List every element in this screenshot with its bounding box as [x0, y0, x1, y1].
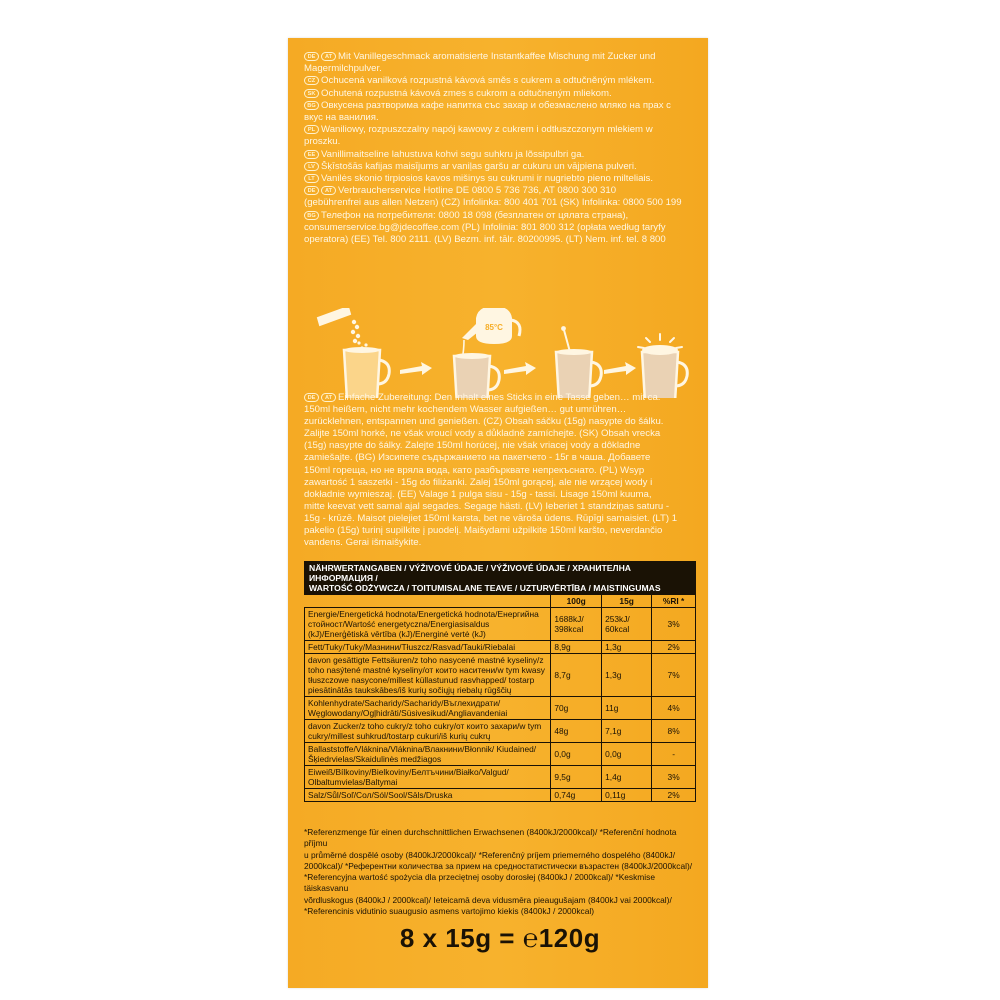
description-line [304, 222, 696, 234]
value-100g: 1688kJ/ 398kcal [551, 608, 602, 641]
nutrition-table [304, 561, 696, 802]
value-ri: 8% [652, 720, 696, 743]
arrow-icon [504, 362, 536, 375]
kettle-icon [462, 308, 520, 360]
nutrition-header-row: 100g 15g %RI * [305, 595, 696, 608]
description-text: Magermilchpulver. [304, 63, 382, 75]
description-text: Waniliowy, rozpuszczalny napój kawowy z cukrem i odtłuszczonym mlekiem w [321, 124, 653, 136]
arrow-icon [604, 362, 636, 375]
description-line [304, 197, 696, 209]
country-flag-icon: LV [304, 162, 319, 171]
footnote-line: *Referencyjna wartość spożycia dla przeciętnej osoby dorosłej (8400kJ / 2000kcal)/ *Keskmise täiskasvanu [304, 872, 655, 894]
value-15g: 0,0g [602, 743, 652, 766]
country-flag-icon: EE [304, 150, 319, 159]
description-line [304, 100, 696, 112]
preparation-line [304, 537, 696, 549]
preparation-text: Einfache Zubereitung: Den Inhalt eines Sticks in eine Tasse geben… mit ca. [338, 392, 661, 403]
nutrient-label: davon Zucker/z toho cukry/z toho cukry/от които захари/w tym cukry/millest suhkrud/tostarp cukuri/iš kurių cukrų [305, 720, 551, 743]
value-ri: 3% [652, 766, 696, 789]
description-line [304, 88, 696, 100]
country-flag-icon: LT [304, 174, 319, 183]
preparation-line [304, 404, 696, 416]
description-line [304, 149, 696, 161]
value-ri: 4% [652, 697, 696, 720]
description-text: consumerservice.bg@jdecoffee.com (PL) Infolinia: 801 800 312 (opłata według taryfy [304, 221, 666, 233]
value-15g: 253kJ/ 60kcal [602, 608, 652, 641]
cup-empty-icon [344, 341, 389, 398]
footnote-line: *Referencinis vidutinio suaugusio asmens vartojimo kiekis (8400kJ / 2000kcal) [304, 906, 595, 917]
footnote-line: *Referenzmenge für einen durchschnittlichen Erwachsenen (8400kJ/2000kcal)/ *Referenční hodnota příjmu [304, 827, 677, 849]
preparation-line [304, 440, 696, 452]
preparation-line [304, 525, 696, 537]
description-text: Ochutená rozpustná kávová zmes s cukrom a odtučneným mliekom. [321, 87, 612, 99]
footnotes [304, 827, 696, 917]
value-15g: 0,11g [602, 789, 652, 802]
description-text: вкус на ванилия. [304, 112, 379, 124]
net-quantity: 8 x 15g = ℮120g [399, 923, 601, 953]
preparation-text: 15g - krūzē. Maisot pielejiet 150ml karsta, bet ne vāroša ūdens. Rūpīgi samaisiet. (LT) 1 [304, 512, 678, 524]
preparation-line [304, 477, 696, 489]
preparation-instructions [304, 392, 696, 549]
value-15g: 1,3g [602, 654, 652, 697]
description-line [304, 136, 696, 148]
preparation-line [304, 452, 696, 464]
nutrient-label: Fett/Tuky/Tuky/Мазнини/Tłuszcz/Rasvad/Tauki/Riebalai [305, 641, 551, 654]
value-100g: 8,9g [551, 641, 602, 654]
description-text: Šķīstošās kafijas maisījums ar vaniļas garšu ar cukuru un vājpiena pulveri. [321, 160, 637, 172]
preparation-illustration [304, 308, 696, 398]
description-text: Овкусена разтворима кафе напитка със захар и обезмаслено мляко на прах с [321, 99, 671, 111]
value-ri: 7% [652, 654, 696, 697]
package-panel [288, 38, 708, 988]
description-line [304, 161, 696, 173]
description-text: operatora) (EE) Tel. 800 2111. (LV) Bezm. inf. tālr. 80200995. (LT) Nem. inf. tel. 8 800 [304, 234, 666, 246]
country-flag-icon: AT [321, 52, 336, 61]
preparation-line [304, 465, 696, 477]
value-100g: 0,74g [551, 789, 602, 802]
nutrition-row [305, 697, 696, 720]
nutrient-label: Eiweiß/Bílkoviny/Bielkoviny/Белтъчини/Białko/Valgud/ Olbaltumvielas/Baltymai [305, 766, 551, 789]
description-line [304, 51, 696, 63]
country-flag-icon: SK [304, 89, 319, 98]
nutrient-label: davon gesättigte Fettsäuren/z toho nasycené mastné kyseliny/z toho nasýtené mastné kyseliny/от които наситени/w tym kwasy tłuszczowe nasycone/millest küllastunud rasvhapped/ tostarp piesātinātās taukskābes/iš kurių sočiųjų riebalų rūgščių [305, 654, 551, 697]
description-line [304, 112, 696, 124]
description-line [304, 234, 696, 246]
footnote-line: u průměrné dospělé osoby (8400kJ/2000kcal)/ *Referenčný príjem priemerného dospelého (8400kJ/ [304, 849, 676, 860]
country-flag-icon: DE [304, 52, 319, 61]
value-ri: 3% [652, 608, 696, 641]
country-flag-icon: AT [321, 393, 336, 402]
country-flag-icon: DE [304, 186, 319, 195]
preparation-line [304, 392, 696, 404]
value-ri: 2% [652, 789, 696, 802]
nutrient-label: Ballaststoffe/Vláknina/Vláknina/Влакнини/Błonnik/ Kiudained/Šķiedrvielas/Skaidulinės medžiagos [305, 743, 551, 766]
preparation-line [304, 428, 696, 440]
description-line [304, 210, 696, 222]
country-flag-icon: AT [321, 186, 336, 195]
description-line [304, 185, 696, 197]
preparation-text: dokładnie wymieszaj. (EE) Valage 1 pulga sisu - 15g - tassi. Lisage 150ml kuuma, [304, 488, 652, 500]
description-text: proszku. [304, 136, 341, 148]
preparation-text: zamiešajte. (BG) Изсипете съдържанието на пакетчето - 15г в чаша. Добавете [304, 452, 651, 464]
preparation-text: mitte keevat vett samal ajal segades. Segage hästi. (LV) Ieberiet 1 standziņas saturu - [304, 500, 670, 512]
country-flag-icon: DE [304, 393, 319, 402]
nutrition-row [305, 654, 696, 697]
description-line [304, 63, 696, 75]
description-line [304, 173, 696, 185]
footnote-line: 2000kcal)/ *Референтни количества за прием на средностатистически възрастен (8400kJ/2000kcal)/ [304, 860, 693, 871]
preparation-line [304, 513, 696, 525]
value-ri: 2% [652, 641, 696, 654]
value-ri: - [652, 743, 696, 766]
preparation-text: pakelio (15g) turinį supilkite į puodelį. Maišydami užpilkite 150ml karšto, neverdančio [304, 525, 663, 537]
nutrient-label: Kohlenhydrate/Sacharidy/Sacharidy/Въглехидрати/ Węglowodany/Ogļhidrāti/Süsivesikud/Angliavandeniai [305, 697, 551, 720]
nutrition-row [305, 766, 696, 789]
country-flag-icon: BG [304, 211, 319, 220]
description-text: Vanillimaitseline lahustuva kohvi segu suhkru ja lõssipulbri ga. [321, 148, 585, 160]
country-flag-icon: BG [304, 101, 319, 110]
value-15g: 1,3g [602, 641, 652, 654]
temperature-label: 85°C [485, 323, 503, 332]
preparation-text: (15g) nasypte do šálky. Zalejte 150ml horúcej, nie však vriacej vody a dôkladne [304, 440, 641, 452]
description-line [304, 124, 696, 136]
preparation-line [304, 489, 696, 501]
preparation-text: 150ml гореща, но не вряла вода, като разбърквате непрекъснато. (PL) Wsyp [304, 464, 645, 476]
preparation-line [304, 416, 696, 428]
nutrition-row [305, 608, 696, 641]
cup-ready-icon [638, 334, 687, 398]
cup-stirring-icon [556, 326, 601, 398]
value-100g: 8,7g [551, 654, 602, 697]
value-15g: 1,4g [602, 766, 652, 789]
description-text: Vanilės skonio tirpiosios kavos mišinys su cukrumi ir nugriebto pieno milteliais. [321, 173, 654, 185]
product-description [304, 51, 696, 246]
nutrient-label: Salz/Sůl/Soľ/Сол/Sól/Sool/Sāls/Druska [305, 789, 551, 802]
nutrition-row [305, 743, 696, 766]
value-15g: 11g [602, 697, 652, 720]
description-text: Verbraucherservice Hotline DE 0800 5 736 736, AT 0800 300 310 [338, 185, 617, 197]
preparation-text: vandens. Gerai išmaišykite. [304, 537, 422, 549]
preparation-line [304, 501, 696, 513]
arrow-icon [400, 362, 432, 375]
country-flag-icon: PL [304, 125, 319, 134]
nutrition-row [305, 720, 696, 743]
value-100g: 0,0g [551, 743, 602, 766]
description-text: Mit Vanillegeschmack aromatisierte Instantkaffee Mischung mit Zucker und [338, 51, 656, 62]
description-text: (gebührenfrei aus allen Netzen) (CZ) Infolinka: 800 401 701 (SK) Infolinka: 0800 500 199 [304, 197, 682, 209]
description-line [304, 75, 696, 87]
description-text: Ochucená vanilková rozpustná kávová směs s cukrem a odtučněným mlékem. [321, 75, 655, 87]
nutrition-row [305, 641, 696, 654]
nutrient-label: Energie/Energetická hodnota/Energetická hodnota/Енергийна стойност/Wartość energetyczna/Energiasisaldus (kJ)/Enerģētiskā vērtība (kJ)/Energinė vertė (kJ) [305, 608, 551, 641]
preparation-text: zurücklehnen, entspannen und genießen. (CZ) Obsah sáčku (15g) nasypte do šálku. [304, 416, 664, 428]
preparation-text: zawartość 1 saszetki - 15g do filiżanki. Zalej 150ml gorącej, ale nie wrzącej wody i [304, 476, 653, 488]
value-100g: 48g [551, 720, 602, 743]
nutrition-title: NÄHRWERTANGABEN / VÝŽIVOVÉ ÚDAJE / VÝŽIVOVÉ ÚDAJE / ХРАНИТЕЛНА ИНФОРМАЦИЯ / WARTOŚĆ ODŻYWCZA / TOITUMISALANE TEAVE / UZTURVĒRTĪBA / MAISTINGUMAS [305, 562, 696, 595]
sachet-icon [318, 308, 359, 342]
value-15g: 7,1g [602, 720, 652, 743]
preparation-text: Zalijte 150ml horké, ne však vroucí vody a důkladně zamíchejte. (SK) Obsah vrecka [304, 428, 661, 440]
value-100g: 70g [551, 697, 602, 720]
preparation-text: 150ml heißem, nicht mehr kochendem Wasser aufgießen… gut umrühren… [304, 404, 627, 416]
value-100g: 9,5g [551, 766, 602, 789]
country-flag-icon: CZ [304, 76, 319, 85]
nutrition-row [305, 789, 696, 802]
footnote-line: võrdluskogus (8400kJ / 2000kcal)/ Ieteicamā deva vidusmēra pieaugušajam (8400kJ vai 2000kcal)/ [304, 894, 672, 905]
description-text: Телефон на потребителя: 0800 18 098 (безплатен от цялата страна), [321, 209, 629, 221]
